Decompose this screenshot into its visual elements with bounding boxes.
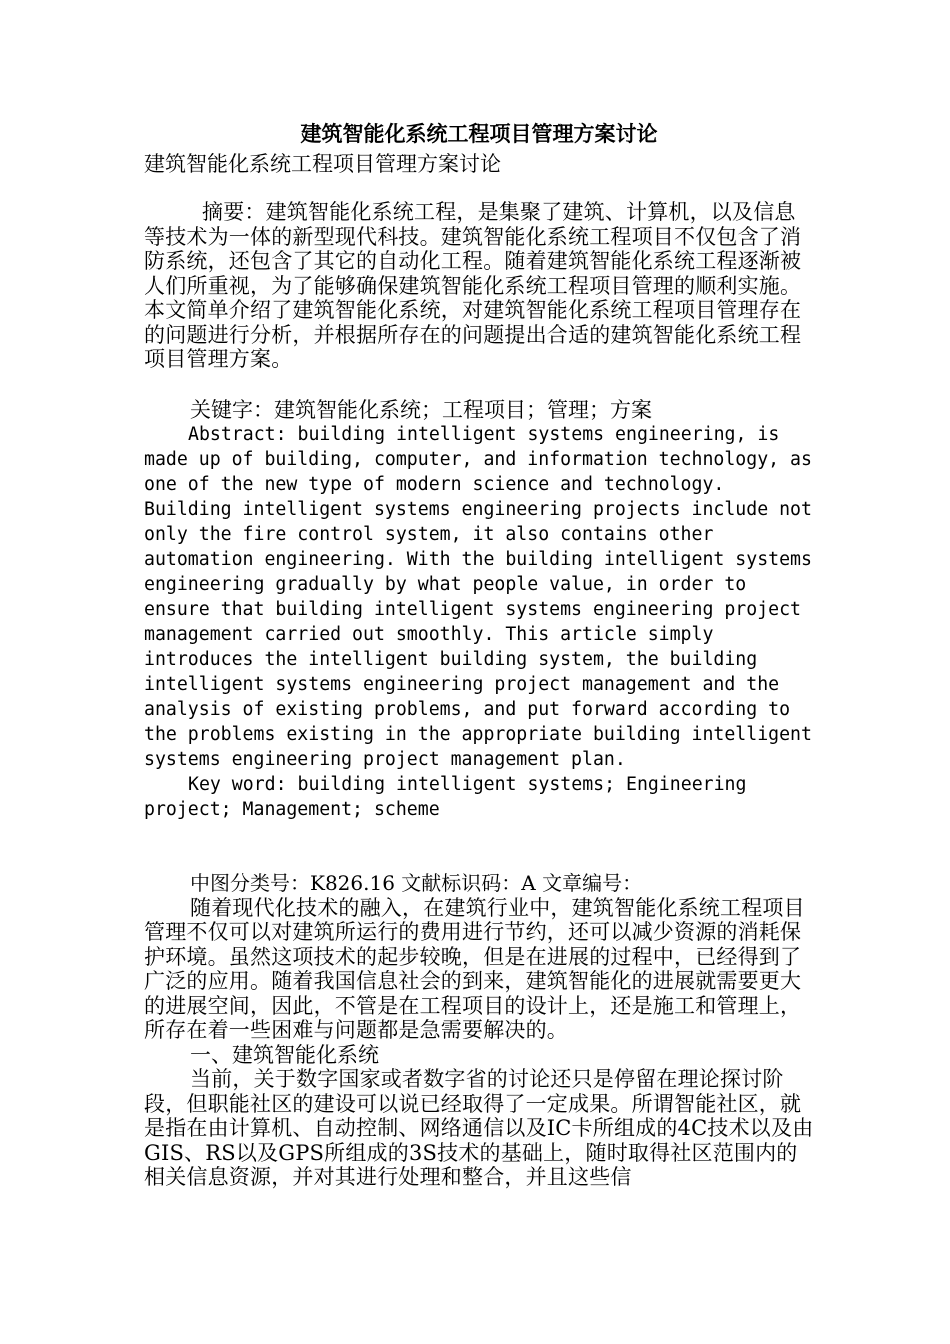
document-subtitle: 建筑智能化系统工程项目管理方案讨论 <box>144 152 501 176</box>
abstract-en: Abstract: building intelligent systems engineering, is made up of building, computer, and information technology, as one of the new type of modern science and technology. Building intelligent systems engineering projects include not only the fire control system, it also contains other automation engineering. With the building intelligent systems engineering gradually by what people value, in order to ensure that building intelligent systems engineering project management carried out smoothly. This article simply introduces the intelligent building system, the building intelligent systems engineering project management and the analysis of existing problems, and put forward according to the problems existing in the appropriate building intelligent systems engineering project management plan. <box>144 424 812 770</box>
classification-line: 中图分类号：K826.16 文献标识码：A 文章编号： <box>190 871 643 895</box>
section-paragraph: 当前，关于数字国家或者数字省的讨论还只是停留在理论探讨阶段，但职能社区的建设可以说已经取得了一定成果。所谓智能社区，就是指在由计算机、自动控制、网络通信以及IC卡所组成的4C技术以及由GIS、RS以及GPS所组成的3S技术的基础上，随时取得社区范围内的相关信息资源，并对其进行处理和整合，并且这些信 <box>144 1067 814 1189</box>
document-title: 建筑智能化系统工程项目管理方案讨论 <box>300 121 658 146</box>
keywords-en: Key word: building intelligent systems; Engineering project; Management; scheme <box>144 774 747 820</box>
abstract-cn: 摘要：建筑智能化系统工程，是集聚了建筑、计算机，以及信息等技术为一体的新型现代科技。建筑智能化系统工程项目不仅包含了消防系统，还包含了其它的自动化工程。随着建筑智能化系统工程逐渐被人们所重视，为了能够确保建筑智能化系统工程项目管理的顺利实施。本文简单介绍了建筑智能化系统，对建筑智能化系统工程项目管理存在的问题进行分析，并根据所存在的问题提出合适的建筑智能化系统工程项目管理方案。 <box>144 200 802 371</box>
intro-paragraph: 随着现代化技术的融入，在建筑行业中，建筑智能化系统工程项目管理不仅可以对建筑所运行的费用进行节约，还可以减少资源的消耗保护环境。虽然这项技术的起步较晚，但是在进展的过程中，已经得到了广泛的应用。随着我国信息社会的到来，建筑智能化的进展就需要更大的进展空间，因此，不管是在工程项目的设计上，还是施工和管理上，所存在着一些困难与问题都是急需要解决的。 <box>144 895 805 1042</box>
keywords-cn: 关键字：建筑智能化系统；工程项目；管理；方案 <box>190 397 652 422</box>
document-page <box>144 118 814 1190</box>
section-heading: 一、建筑智能化系统 <box>190 1042 379 1067</box>
